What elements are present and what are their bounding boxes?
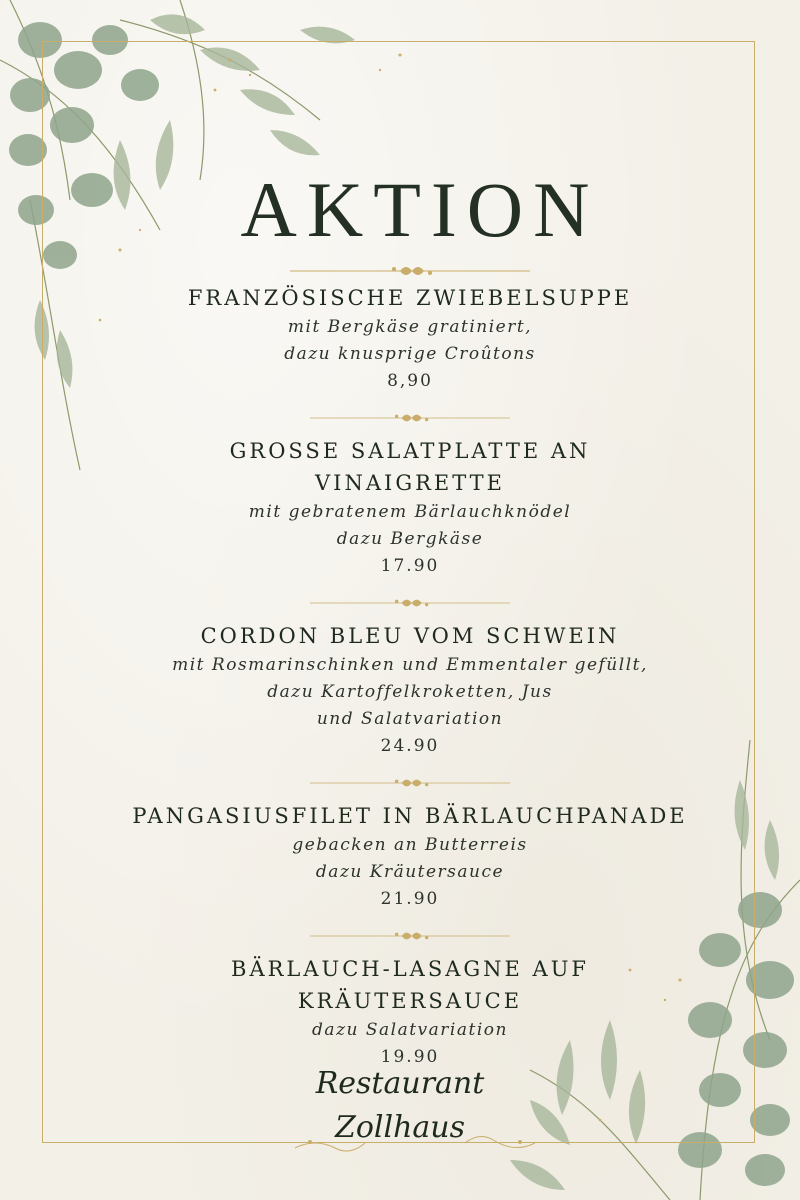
list-item xyxy=(100,435,720,580)
dish-name: FRANZÖSISCHE ZWIEBELSUPPE xyxy=(187,286,633,310)
list-item xyxy=(100,800,720,913)
dish-price: 19.90 xyxy=(380,1047,440,1067)
gold-leaf-divider-icon xyxy=(310,772,510,794)
page-title: AKTION xyxy=(240,166,600,253)
dish-price: 8,90 xyxy=(387,371,433,391)
dish-name: GROSSE SALATPLATTE AN VINAIGRETTE xyxy=(229,439,591,495)
menu-content xyxy=(100,150,720,1071)
gold-flourish-icon xyxy=(460,1128,540,1158)
gold-leaf-divider-icon xyxy=(310,407,510,429)
list-item xyxy=(100,620,720,760)
dish-description: mit Bergkäse gratiniert, dazu knusprige Croûtons xyxy=(284,317,536,364)
signature-line-name: Zollhaus xyxy=(334,1110,466,1145)
gold-flourish-icon xyxy=(290,1128,370,1158)
dish-description: gebacken an Butterreis dazu Kräutersauce xyxy=(292,835,528,882)
dish-price: 17.90 xyxy=(380,556,440,576)
gold-leaf-divider-icon xyxy=(310,592,510,614)
dish-description: dazu Salatvariation xyxy=(312,1020,508,1040)
signature-line-restaurant: Restaurant xyxy=(315,1066,485,1101)
list-item xyxy=(100,953,720,1071)
dish-description: mit Rosmarinschinken und Emmentaler gefüllt, dazu Kartoffelkroketten, Jus und Salatvariation xyxy=(172,655,648,729)
dish-price: 21.90 xyxy=(380,889,440,909)
gold-leaf-divider-icon xyxy=(290,260,530,282)
gold-leaf-divider-icon xyxy=(310,925,510,947)
dish-price: 24.90 xyxy=(380,736,440,756)
list-item xyxy=(100,282,720,395)
dish-description: mit gebratenem Bärlauchknödel dazu Bergkäse xyxy=(248,502,572,549)
dish-name: CORDON BLEU VOM SCHWEIN xyxy=(200,624,620,648)
dish-name: BÄRLAUCH-LASAGNE AUF KRÄUTERSAUCE xyxy=(231,957,589,1013)
dish-name: PANGASIUSFILET IN BÄRLAUCHPANADE xyxy=(132,804,688,828)
